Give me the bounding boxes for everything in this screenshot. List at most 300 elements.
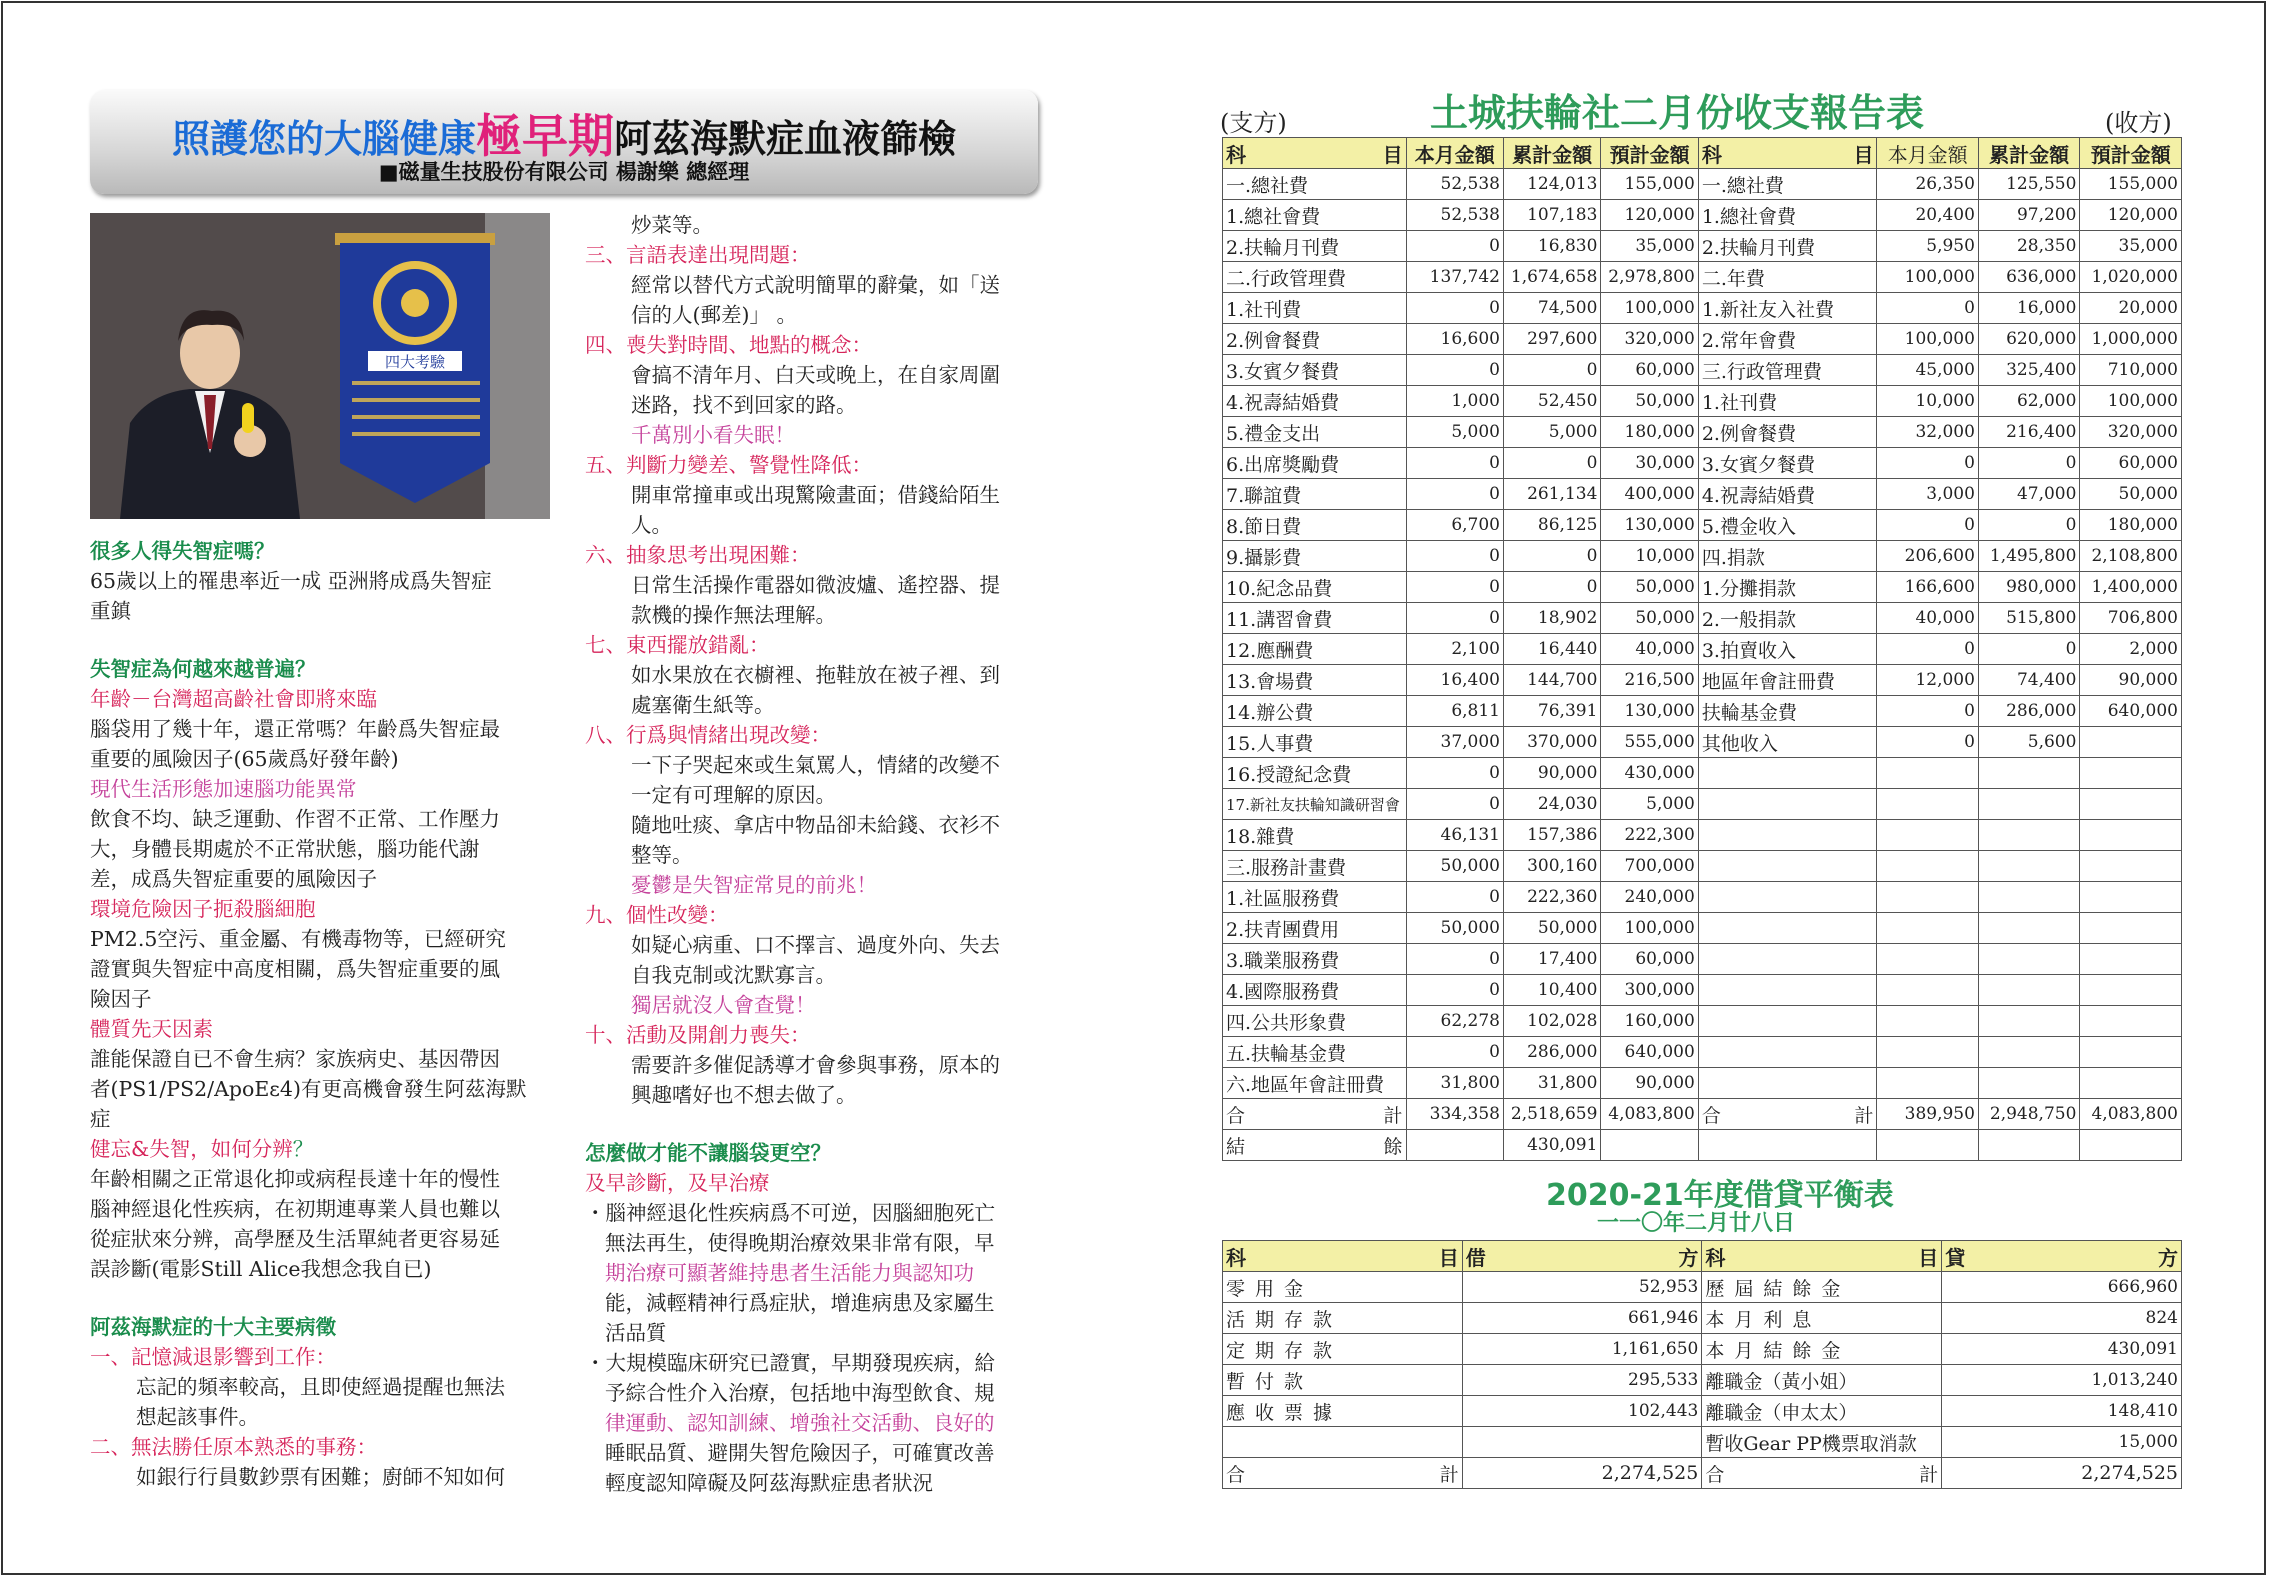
row-subject: 3.拍賣收入: [1698, 634, 1877, 665]
row-amount: 50,000: [1406, 913, 1503, 944]
row-amount: [1877, 882, 1978, 913]
row-amount: [2080, 944, 2182, 975]
table-row: [1223, 479, 2182, 510]
row-amount: 35,000: [1601, 231, 1698, 262]
row-amount: 515,800: [1978, 603, 2079, 634]
row-subject: [1698, 944, 1877, 975]
row-amount: [1877, 758, 1978, 789]
row-amount: 0: [1406, 758, 1503, 789]
row-amount: 180,000: [2080, 510, 2182, 541]
row-amount: 50,000: [1601, 603, 1698, 634]
balance-row: [1223, 1427, 2182, 1458]
row-amount: 216,400: [1978, 417, 2079, 448]
table-row: [1223, 386, 2182, 417]
paragraph-gap: [585, 1110, 1051, 1138]
row-subject: [1698, 1068, 1877, 1099]
row-amount: 640,000: [2080, 696, 2182, 727]
row-amount: 16,000: [1978, 293, 2079, 324]
row-amount: 6,700: [1406, 510, 1503, 541]
text-line: 八、行爲與情緒出現改變：: [585, 723, 831, 747]
row-amount: 102,028: [1503, 1006, 1600, 1037]
row-amount: 0: [1406, 1037, 1503, 1068]
row-amount: 60,000: [1601, 355, 1698, 386]
row-amount: 0: [1406, 355, 1503, 386]
row-amount: 31,800: [1503, 1068, 1600, 1099]
text-line: 差，成爲失智症重要的風險因子: [90, 867, 377, 891]
table-row: [1223, 789, 2182, 820]
row-subject: 四.捐款: [1698, 541, 1877, 572]
row-amount: [1877, 1068, 1978, 1099]
row-amount: 640,000: [1601, 1037, 1698, 1068]
paragraph-gap: [90, 626, 560, 654]
row-amount: 60,000: [2080, 448, 2182, 479]
header-cumulative-in: 累計金額: [1978, 138, 2079, 169]
row-subject: 14.辦公費: [1223, 696, 1407, 727]
table-row: [1223, 665, 2182, 696]
row-amount: 144,700: [1503, 665, 1600, 696]
row-subject: 2.扶輪月刊費: [1223, 231, 1407, 262]
row-amount: 12,000: [1877, 665, 1978, 696]
row-subject: 3.女賓夕餐費: [1698, 448, 1877, 479]
text-line: 65歲以上的罹患率近一成 亞洲將成爲失智症: [90, 569, 492, 593]
balance-amount: 148,410: [1942, 1396, 2182, 1427]
row-amount: 240,000: [1601, 882, 1698, 913]
balance-subject: [1223, 1427, 1463, 1458]
text-line: 誤診斷(電影Still Alice我想念我自已): [90, 1257, 432, 1281]
balance-subject: 本月結餘金: [1702, 1334, 1942, 1365]
row-amount: [1978, 882, 2079, 913]
balance-subject: 本月利息: [1702, 1303, 1942, 1334]
total-out-budget: 4,083,800: [1601, 1099, 1698, 1130]
text-line: 經常以替代方式說明簡單的辭彙，如「送: [631, 273, 1000, 297]
row-amount: 710,000: [2080, 355, 2182, 386]
balance-total-label-credit: 合 計: [1702, 1458, 1942, 1489]
balance-amount: 1,013,240: [1942, 1365, 2182, 1396]
table-row: [1223, 1006, 2182, 1037]
row-amount: 45,000: [1877, 355, 1978, 386]
row-subject: [1698, 882, 1877, 913]
row-amount: 100,000: [1877, 262, 1978, 293]
row-subject: [1698, 789, 1877, 820]
row-amount: 130,000: [1601, 696, 1698, 727]
row-amount: 980,000: [1978, 572, 2079, 603]
row-amount: 0: [1406, 789, 1503, 820]
row-amount: 0: [1406, 572, 1503, 603]
row-amount: 28,350: [1978, 231, 2079, 262]
text-line: 五、判斷力變差、警覺性降低：: [585, 453, 872, 477]
row-subject: 2.扶輪月刊費: [1698, 231, 1877, 262]
row-subject: 12.應酬費: [1223, 634, 1407, 665]
title-part-a: 照護您的大腦健康: [171, 117, 476, 161]
table-row: [1223, 851, 2182, 882]
text-line: PM2.5空污、重金屬、有機毒物等，已經研究: [90, 927, 506, 951]
row-amount: 52,538: [1406, 200, 1503, 231]
header-subject-out: 科 目: [1223, 138, 1407, 169]
row-subject: 三.服務計畫費: [1223, 851, 1407, 882]
row-amount: 0: [1406, 603, 1503, 634]
text-line: 大，身體長期處於不正常狀態，腦功能代謝: [90, 837, 480, 861]
balance-row: [1223, 1272, 2182, 1303]
row-amount: 86,125: [1503, 510, 1600, 541]
text-line: ・大規模臨床研究已證實，早期發現疾病，給: [585, 1351, 995, 1375]
row-amount: 16,830: [1503, 231, 1600, 262]
row-amount: [1978, 944, 2079, 975]
row-amount: [1877, 944, 1978, 975]
balance-total-credit: 2,274,525: [1942, 1458, 2182, 1489]
text-line: 失智症為何越來越普遍？: [90, 657, 316, 681]
row-amount: 0: [1406, 975, 1503, 1006]
text-line: 證實與失智症中高度相關，爲失智症重要的風: [90, 957, 500, 981]
table-row: [1223, 913, 2182, 944]
table-row: [1223, 417, 2182, 448]
text-line: 睡眠品質、避開失智危險因子，可確實改善: [605, 1441, 995, 1465]
row-amount: [1877, 820, 1978, 851]
total-in-cumulative: 2,948,750: [1978, 1099, 2079, 1130]
balance-row: [1223, 1334, 2182, 1365]
banner-caption: 四大考驗: [384, 353, 446, 371]
total-label-out: 合 計: [1223, 1099, 1407, 1130]
table-row: [1223, 231, 2182, 262]
row-amount: 0: [1503, 448, 1600, 479]
row-amount: 50,000: [2080, 479, 2182, 510]
row-subject: [1698, 851, 1877, 882]
header-debit-subject: 科 目: [1223, 1241, 1463, 1272]
balance-subject: 定期存款: [1223, 1334, 1463, 1365]
text-line: 二、無法勝任原本熟悉的事務：: [90, 1435, 377, 1459]
total-in-month: 389,950: [1877, 1099, 1978, 1130]
row-amount: 400,000: [1601, 479, 1698, 510]
row-amount: 0: [1503, 572, 1600, 603]
row-amount: 157,386: [1503, 820, 1600, 851]
balance-amount: 1,161,650: [1462, 1334, 1702, 1365]
table-row: [1223, 634, 2182, 665]
header-budget-in: 預計金額: [2080, 138, 2182, 169]
text-line: 腦神經退化性疾病，在初期連專業人員也難以: [90, 1197, 500, 1221]
row-amount: 100,000: [2080, 386, 2182, 417]
table-row: [1223, 1037, 2182, 1068]
header-month-in: 本月金額: [1877, 138, 1978, 169]
row-amount: 0: [1406, 448, 1503, 479]
text-line: ・腦神經退化性疾病爲不可逆，因腦細胞死亡: [585, 1201, 995, 1225]
row-amount: 37,000: [1406, 727, 1503, 758]
row-subject: 15.人事費: [1223, 727, 1407, 758]
row-amount: [2080, 882, 2182, 913]
text-line: 險因子: [90, 987, 152, 1011]
text-line: 阿茲海默症的十大主要病徵: [90, 1315, 336, 1339]
row-amount: 0: [1406, 231, 1503, 262]
table-row: [1223, 727, 2182, 758]
row-amount: 35,000: [2080, 231, 2182, 262]
row-subject: 13.會場費: [1223, 665, 1407, 696]
balance-subject: 暫付款: [1223, 1365, 1463, 1396]
row-amount: 76,391: [1503, 696, 1600, 727]
row-amount: 16,440: [1503, 634, 1600, 665]
row-amount: 297,600: [1503, 324, 1600, 355]
row-subject: 4.祝壽結婚費: [1698, 479, 1877, 510]
text-line: 重要的風險因子(65歲爲好發年齡): [90, 747, 399, 771]
row-amount: [2080, 1037, 2182, 1068]
row-amount: 100,000: [1877, 324, 1978, 355]
table-row: [1223, 448, 2182, 479]
row-amount: 18,902: [1503, 603, 1600, 634]
row-subject: 4.國際服務費: [1223, 975, 1407, 1006]
row-amount: 74,500: [1503, 293, 1600, 324]
row-amount: [2080, 851, 2182, 882]
text-line: 日常生活操作電器如微波爐、遙控器、提: [631, 573, 1000, 597]
row-subject: 3.職業服務費: [1223, 944, 1407, 975]
row-subject: [1698, 1037, 1877, 1068]
row-amount: [2080, 820, 2182, 851]
row-amount: 50,000: [1601, 386, 1698, 417]
row-subject: [1698, 975, 1877, 1006]
row-subject: 2.一般捐款: [1698, 603, 1877, 634]
text-line: 環境危險因子扼殺腦細胞: [90, 897, 316, 921]
text-line: 怎麼做才能不讓腦袋更空？: [585, 1141, 831, 1165]
row-amount: [2080, 975, 2182, 1006]
row-subject: 1.新社友入社費: [1698, 293, 1877, 324]
header-budget-out: 預計金額: [1601, 138, 1698, 169]
row-amount: 107,183: [1503, 200, 1600, 231]
table-row: [1223, 696, 2182, 727]
text-line: 腦袋用了幾十年，還正常嗎？年齡爲失智症最: [90, 717, 500, 741]
row-amount: 90,000: [1601, 1068, 1698, 1099]
row-subject: 一.總社費: [1223, 169, 1407, 200]
row-amount: [1978, 758, 2079, 789]
row-amount: [1978, 820, 2079, 851]
row-subject: 三.行政管理費: [1698, 355, 1877, 386]
row-subject: 2.例會餐費: [1698, 417, 1877, 448]
row-amount: 0: [1877, 293, 1978, 324]
text-line: 很多人得失智症嗎？: [90, 539, 275, 563]
table-row: [1223, 758, 2182, 789]
table-row: [1223, 262, 2182, 293]
row-amount: 0: [1978, 510, 2079, 541]
row-amount: 120,000: [2080, 200, 2182, 231]
row-amount: 30,000: [1601, 448, 1698, 479]
text-line: 四、喪失對時間、地點的概念：: [585, 333, 872, 357]
table-header-row: [1223, 138, 2182, 169]
row-amount: 0: [1503, 355, 1600, 386]
row-amount: 50,000: [1503, 913, 1600, 944]
text-line: 活品質: [605, 1321, 667, 1345]
row-amount: 5,000: [1406, 417, 1503, 448]
table-row: [1223, 572, 2182, 603]
balance-subject: 暫收Gear PP機票取消款: [1702, 1427, 1942, 1458]
row-amount: 97,200: [1978, 200, 2079, 231]
row-amount: 555,000: [1601, 727, 1698, 758]
row-amount: 74,400: [1978, 665, 2079, 696]
row-amount: 90,000: [1503, 758, 1600, 789]
header-subject-in: 科 目: [1698, 138, 1877, 169]
balance-subject: 歷屆結餘金: [1702, 1272, 1942, 1303]
row-amount: 1,000,000: [2080, 324, 2182, 355]
paragraph-gap: [90, 1284, 560, 1312]
row-subject: 2.扶青團費用: [1223, 913, 1407, 944]
row-amount: 137,742: [1406, 262, 1503, 293]
row-amount: 0: [1406, 944, 1503, 975]
text-line: 開車常撞車或出現驚險畫面；借錢給陌生: [631, 483, 1000, 507]
row-amount: 100,000: [1601, 913, 1698, 944]
row-amount: 60,000: [1601, 944, 1698, 975]
article-column-1: [90, 536, 560, 1492]
row-amount: 430,000: [1601, 758, 1698, 789]
row-subject: 2.例會餐費: [1223, 324, 1407, 355]
speaker-photo: [90, 213, 550, 519]
table-row: [1223, 510, 2182, 541]
row-amount: 0: [1406, 882, 1503, 913]
text-line: 能，減輕精神行爲症狀，增進病患及家屬生: [605, 1291, 995, 1315]
row-amount: 1,000: [1406, 386, 1503, 417]
balance-amount: 666,960: [1942, 1272, 2182, 1303]
total-label-in: 合 計: [1698, 1099, 1877, 1130]
row-amount: [2080, 789, 2182, 820]
row-amount: 124,013: [1503, 169, 1600, 200]
row-subject: [1698, 820, 1877, 851]
row-subject: 1.社刊費: [1698, 386, 1877, 417]
text-line: 炒菜等。: [631, 213, 713, 237]
text-line: 款機的操作無法理解。: [631, 603, 836, 627]
row-subject: 二.年費: [1698, 262, 1877, 293]
row-amount: 120,000: [1601, 200, 1698, 231]
balance-subject: 應收票據: [1223, 1396, 1463, 1427]
table-row: [1223, 820, 2182, 851]
balance-total-label-debit: 合 計: [1223, 1458, 1463, 1489]
row-amount: 10,000: [1601, 541, 1698, 572]
row-subject: 地區年會註冊費: [1698, 665, 1877, 696]
row-amount: [1877, 975, 1978, 1006]
article-author: ■磁量生技股份有限公司 楊謝樂 總經理: [378, 160, 750, 184]
header-credit-subject: 科 目: [1702, 1241, 1942, 1272]
row-amount: 62,000: [1978, 386, 2079, 417]
row-amount: 32,000: [1877, 417, 1978, 448]
text-line: 無法再生，使得晚期治療效果非常有限，早: [605, 1231, 995, 1255]
row-amount: [1877, 789, 1978, 820]
balance-subject: 零用金: [1223, 1272, 1463, 1303]
text-line: 從症狀來分辨，高學歷及生活單純者更容易延: [90, 1227, 500, 1251]
row-amount: 40,000: [1601, 634, 1698, 665]
table-row: [1223, 293, 2182, 324]
row-amount: [1978, 1006, 2079, 1037]
balance-amount: 430,091: [1942, 1334, 2182, 1365]
row-amount: 1,020,000: [2080, 262, 2182, 293]
row-amount: 24,030: [1503, 789, 1600, 820]
text-line: 千萬別小看失眠！: [631, 423, 795, 447]
balance-subject: 離職金（黃小姐）: [1702, 1365, 1942, 1396]
row-amount: 20,400: [1877, 200, 1978, 231]
balance-sheet-table: [1222, 1240, 2182, 1489]
row-amount: 52,450: [1503, 386, 1600, 417]
row-subject: 5.禮金收入: [1698, 510, 1877, 541]
row-amount: 5,000: [1601, 789, 1698, 820]
text-line: 誰能保證自已不會生病？家族病史、基因帶因: [90, 1047, 500, 1071]
balance-subject: 離職金（申太太）: [1702, 1396, 1942, 1427]
row-subject: 8.節日費: [1223, 510, 1407, 541]
row-subject: 9.攝影費: [1223, 541, 1407, 572]
balance-amount: 15,000: [1942, 1427, 2182, 1458]
text-line: 需要許多催促誘導才會參與事務，原本的: [631, 1053, 1000, 1077]
row-amount: 0: [1406, 293, 1503, 324]
row-subject: 二.行政管理費: [1223, 262, 1407, 293]
text-line: 信的人(郵差)」 。: [631, 303, 798, 327]
table-row: [1223, 944, 2182, 975]
row-subject: [1698, 1006, 1877, 1037]
row-amount: 20,000: [2080, 293, 2182, 324]
text-line: 予綜合性介入治療，包括地中海型飲食、規: [605, 1381, 995, 1405]
row-amount: 706,800: [2080, 603, 2182, 634]
text-line: 律運動、認知訓練、增強社交活動、良好的: [605, 1411, 995, 1435]
table-row: [1223, 355, 2182, 386]
text-line: 人。: [631, 513, 672, 537]
balance-label: 結 餘: [1223, 1130, 1407, 1161]
balance-amount: 661,946: [1462, 1303, 1702, 1334]
row-amount: 222,300: [1601, 820, 1698, 851]
total-out-month: 334,358: [1406, 1099, 1503, 1130]
row-subject: 1.分攤捐款: [1698, 572, 1877, 603]
row-amount: [1877, 851, 1978, 882]
row-amount: [1978, 975, 2079, 1006]
row-amount: 0: [1877, 448, 1978, 479]
header-credit: 貸 方: [1942, 1241, 2182, 1272]
table-row: [1223, 200, 2182, 231]
row-amount: [1978, 851, 2079, 882]
text-line: 如銀行行員數鈔票有困難；廚師不知如何: [136, 1465, 505, 1489]
row-amount: 31,800: [1406, 1068, 1503, 1099]
text-line: 整等。: [631, 843, 693, 867]
row-amount: 0: [1406, 479, 1503, 510]
row-amount: 2,100: [1406, 634, 1503, 665]
row-amount: [1877, 913, 1978, 944]
balance-amount: 824: [1942, 1303, 2182, 1334]
row-amount: 216,500: [1601, 665, 1698, 696]
row-subject: 1.社刊費: [1223, 293, 1407, 324]
speaker-photo-illustration: [90, 213, 550, 519]
row-amount: 325,400: [1978, 355, 2079, 386]
text-line: 症: [90, 1107, 111, 1131]
row-amount: 1,495,800: [1978, 541, 2079, 572]
row-amount: 46,131: [1406, 820, 1503, 851]
row-amount: 155,000: [1601, 169, 1698, 200]
row-amount: 3,000: [1877, 479, 1978, 510]
balance-row: [1223, 1365, 2182, 1396]
row-amount: 286,000: [1503, 1037, 1600, 1068]
row-amount: [2080, 913, 2182, 944]
row-amount: 10,400: [1503, 975, 1600, 1006]
balance-row: [1223, 1396, 2182, 1427]
total-in-budget: 4,083,800: [2080, 1099, 2182, 1130]
row-subject: 五.扶輪基金費: [1223, 1037, 1407, 1068]
table-row: [1223, 169, 2182, 200]
row-amount: 1,400,000: [2080, 572, 2182, 603]
row-amount: 0: [1877, 634, 1978, 665]
text-line: 健忘&失智，如何分辨？: [90, 1137, 314, 1161]
row-amount: 300,000: [1601, 975, 1698, 1006]
text-line: 憂鬱是失智症常見的前兆！: [631, 873, 877, 897]
text-line: 輕度認知障礙及阿茲海默症患者狀況: [605, 1471, 933, 1495]
header-cumulative-out: 累計金額: [1503, 138, 1600, 169]
balance-value: 430,091: [1503, 1130, 1600, 1161]
row-amount: [2080, 727, 2182, 758]
row-amount: 0: [1503, 541, 1600, 572]
row-amount: 100,000: [1601, 293, 1698, 324]
row-amount: 166,600: [1877, 572, 1978, 603]
row-amount: [2080, 1006, 2182, 1037]
row-subject: 1.社區服務費: [1223, 882, 1407, 913]
text-line: 迷路，找不到回家的路。: [631, 393, 857, 417]
text-line: 忘記的頻率較高，且即使經過提醒也無法: [136, 1375, 505, 1399]
row-subject: 3.女賓夕餐費: [1223, 355, 1407, 386]
text-line: 體質先天因素: [90, 1017, 213, 1041]
balance-total-row: [1223, 1458, 2182, 1489]
